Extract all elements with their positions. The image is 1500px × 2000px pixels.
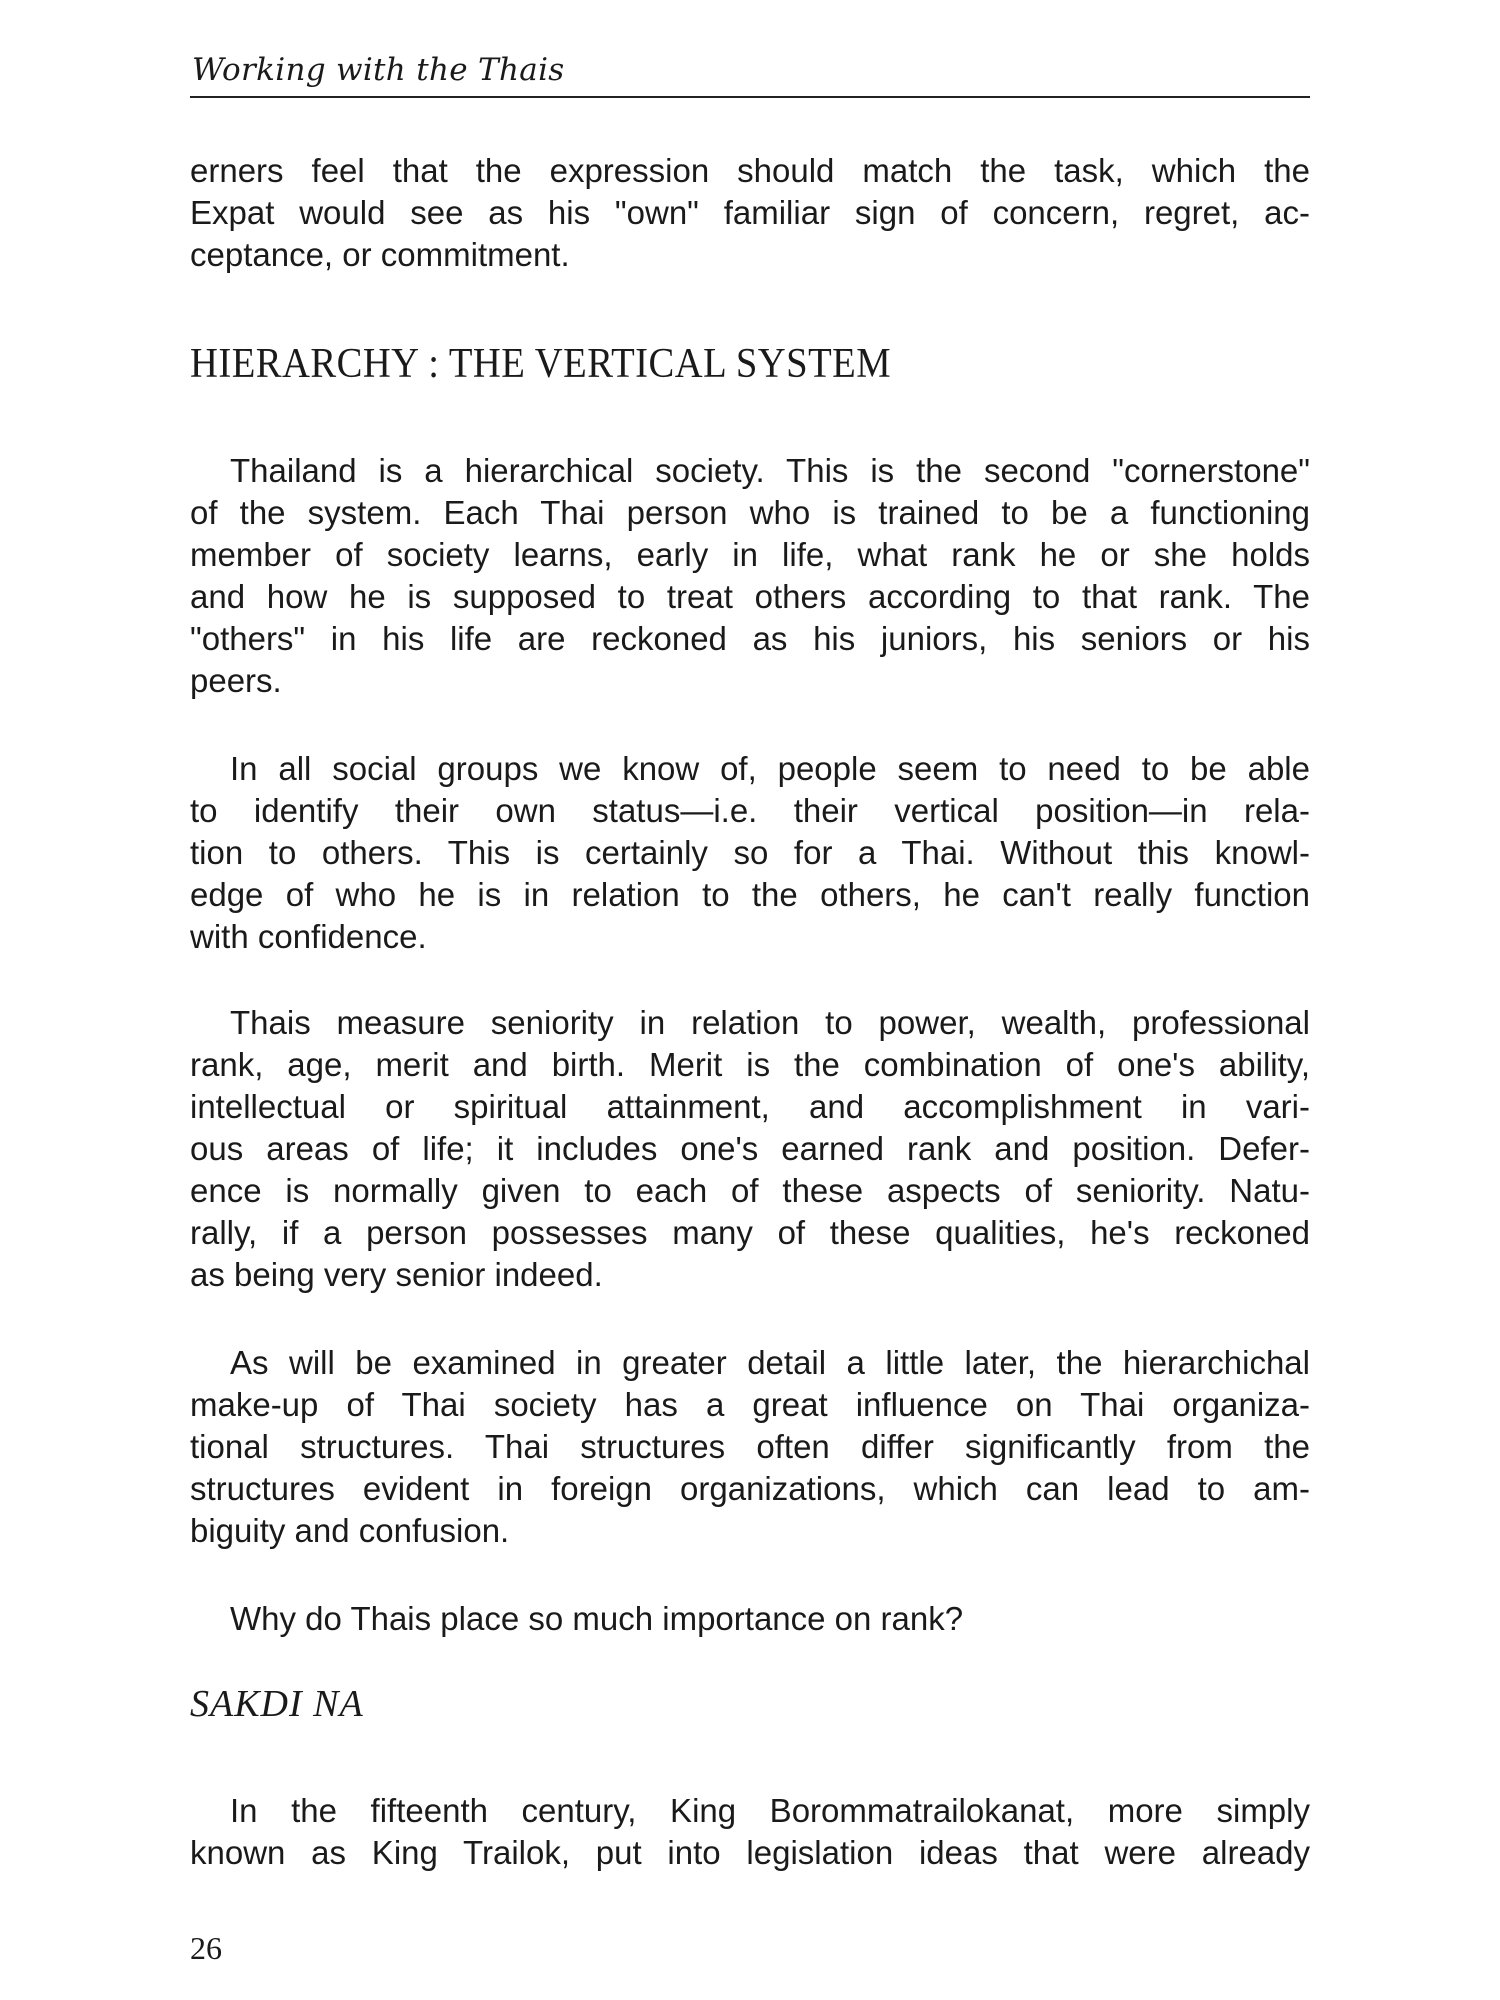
text-line: erners feel that the expression should match the task, which the [190,152,1310,189]
text-line: In the fifteenth century, King Borommatrailokanat, more simply [230,1792,1310,1829]
text-line: Expat would see as his "own" familiar sign of concern, regret, ac- [190,194,1310,231]
text-line: intellectual or spiritual attainment, and accomplishment in vari- [190,1088,1310,1125]
text-line: as being very senior indeed. [190,1256,603,1293]
text-line: rank, age, merit and birth. Merit is the combination of one's ability, [190,1046,1310,1083]
text-line: of the system. Each Thai person who is trained to be a functioning [190,494,1310,531]
text-line: edge of who he is in relation to the others, he can't really function [190,876,1310,913]
text-line: to identify their own status—i.e. their vertical position—in rela- [190,792,1310,829]
text-line: biguity and confusion. [190,1512,510,1549]
text-line: Thailand is a hierarchical society. This is the second "cornerstone" [230,452,1310,489]
text-line: Thais measure seniority in relation to power, wealth, professional [230,1004,1310,1041]
text-line: As will be examined in greater detail a little later, the hierarchichal [230,1344,1310,1381]
text-line: tion to others. This is certainly so for a Thai. Without this knowl- [190,834,1310,871]
paragraph [190,1598,1310,1640]
text-line: make-up of Thai society has a great influence on Thai organiza- [190,1386,1310,1423]
text-line: member of society learns, early in life, what rank he or she holds [190,536,1310,573]
paragraph [190,450,1310,702]
text-line: In all social groups we know of, people seem to need to be able [230,750,1310,787]
paragraph [190,1342,1310,1552]
running-head: Working with the Thais [192,52,565,88]
text-line: with confidence. [190,918,427,955]
text-line: ence is normally given to each of these aspects of seniority. Natu- [190,1172,1310,1209]
text-line: "others" in his life are reckoned as his juniors, his seniors or his [190,620,1310,657]
text-line: ous areas of life; it includes one's earned rank and position. Defer- [190,1130,1310,1167]
page-number: 26 [190,1930,222,1966]
text-line: and how he is supposed to treat others according to that rank. The [190,578,1310,615]
text-line: peers. [190,662,282,699]
paragraph-continuation [190,150,1310,276]
text-line: rally, if a person possesses many of these qualities, he's reckoned [190,1214,1310,1251]
section-heading: HIERARCHY : THE VERTICAL SYSTEM [190,341,892,387]
subsection-heading: SAKDI NA [190,1683,364,1725]
paragraph [190,1002,1310,1296]
text-line: tional structures. Thai structures often differ significantly from the [190,1428,1310,1465]
text-line: known as King Trailok, put into legislation ideas that were already [190,1834,1310,1871]
paragraph [190,1790,1310,1874]
header-rule [190,96,1310,98]
text-line: Why do Thais place so much importance on rank? [230,1600,964,1637]
text-line: structures evident in foreign organizations, which can lead to am- [190,1470,1310,1507]
paragraph [190,748,1310,958]
text-line: ceptance, or commitment. [190,236,570,273]
